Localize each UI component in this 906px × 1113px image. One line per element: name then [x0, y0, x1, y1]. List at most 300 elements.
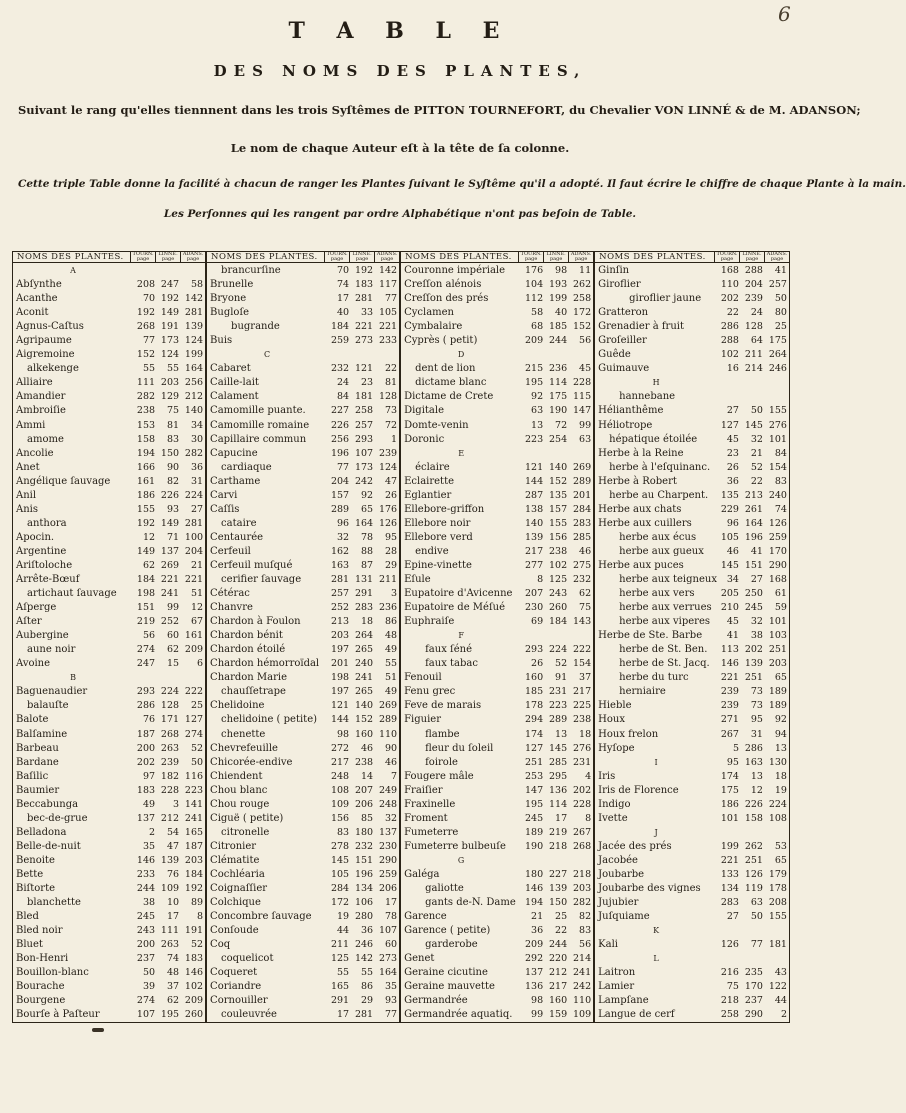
table-row [595, 797, 789, 811]
adans-page: 281 [184, 307, 204, 319]
plant-name: Creſſon des prés [404, 293, 489, 305]
plant-name: artichaut ſauvage [27, 588, 117, 600]
table-row [401, 516, 593, 530]
tourn-page: 258 [720, 1009, 739, 1021]
tourn-page: 147 [525, 784, 544, 796]
linne-page: 140 [549, 461, 568, 473]
table-row [13, 404, 205, 418]
plant-name: Cyclamen [404, 307, 454, 319]
tourn-page: 50 [142, 967, 156, 979]
tourn-page: 252 [330, 602, 350, 614]
plant-name: Caſſis [210, 503, 240, 515]
adans-page: 187 [184, 840, 204, 852]
linne-page: 90 [166, 461, 180, 473]
adans-page: 46 [579, 545, 592, 557]
adans-page: 56 [579, 335, 592, 347]
tourn-page: 110 [720, 279, 739, 291]
plant-name: Fougere mâle [404, 770, 474, 782]
linne-page: 265 [354, 644, 374, 656]
plant-name: Bette [16, 869, 44, 880]
table-row [401, 404, 593, 418]
linne-page: 55 [166, 363, 180, 375]
plant-name: Cochléaria [210, 869, 265, 880]
linne-page: 193 [549, 279, 568, 291]
tourn-page: 256 [330, 433, 350, 445]
table-row [595, 306, 789, 320]
tourn-page: 287 [525, 489, 544, 501]
linne-page: 190 [549, 405, 568, 417]
table-row [401, 292, 593, 306]
tourn-page: 259 [330, 335, 350, 347]
plant-name: Froment [404, 812, 448, 824]
adans-page: 50 [190, 756, 204, 768]
linne-page: 82 [166, 475, 180, 487]
linne-page: 136 [549, 784, 568, 796]
tourn-page: 139 [525, 531, 544, 543]
table-row [401, 994, 593, 1008]
linne-page: 14 [361, 770, 374, 782]
adans-page: 62 [579, 588, 592, 600]
adans-page: 110 [573, 995, 592, 1007]
adans-page: 203 [184, 854, 204, 866]
linne-page: 29 [361, 995, 374, 1007]
tourn-page: 178 [525, 700, 544, 712]
adans-page: 203 [573, 883, 592, 895]
adans-page: 8 [585, 812, 592, 824]
linne-page: 128 [160, 700, 180, 712]
linne-page: 107 [354, 447, 374, 459]
linne-page: 280 [354, 911, 374, 923]
table-column [593, 252, 789, 1022]
table-row [13, 376, 205, 390]
plant-name: Angélique ſauvage [16, 475, 111, 487]
plant-name: Aubergine [16, 630, 69, 642]
tourn-page: 223 [525, 433, 544, 445]
linne-page: 17 [166, 911, 180, 923]
tourn-page: 32 [337, 531, 350, 543]
tourn-page: 209 [525, 335, 544, 347]
adans-page: 208 [768, 897, 787, 909]
linne-page: 195 [160, 1009, 180, 1021]
tourn-page: 292 [525, 953, 544, 965]
tourn-page: 253 [525, 770, 544, 782]
linne-page: 240 [354, 658, 374, 670]
plant-name: gants de-N. Dame [425, 897, 516, 909]
adans-page: 108 [768, 812, 787, 824]
tourn-page: 283 [720, 897, 739, 909]
tourn-page: 84 [337, 391, 350, 403]
table-row [207, 474, 399, 488]
header-name: NOMS DES PLANTES. [405, 252, 512, 263]
table-subtitle: DES NOMS DES PLANTES, [213, 62, 587, 80]
table-row [207, 446, 399, 460]
tourn-page: 185 [525, 686, 544, 698]
plant-name: Belle-de-nuit [16, 840, 81, 852]
linne-page: 129 [160, 391, 180, 403]
linne-page: 155 [549, 517, 568, 529]
plant-name: Beccabunga [16, 798, 79, 810]
table-row [401, 601, 593, 615]
table-row [13, 320, 205, 334]
plant-name: chenette [221, 728, 266, 740]
adans-page: 47 [385, 475, 398, 487]
plant-name: Bluet [16, 939, 43, 951]
adans-page: 267 [573, 826, 592, 838]
linne-page: 22 [555, 925, 568, 937]
table-row [207, 544, 399, 558]
linne-page: 131 [354, 574, 374, 586]
plant-name: Geraine mauvette [404, 981, 495, 993]
table-row [207, 952, 399, 966]
plant-name: fleur du ſoleil [425, 742, 494, 754]
table-row [401, 263, 593, 277]
linne-page: 36 [361, 925, 374, 937]
tourn-page: 55 [142, 363, 156, 375]
tourn-page: 198 [330, 672, 350, 684]
linne-page: 171 [160, 714, 180, 726]
adans-page: 202 [573, 784, 592, 796]
header-tourn: TOURN. page [130, 252, 155, 262]
table-row [207, 699, 399, 713]
linne-page: 261 [744, 503, 763, 515]
adans-page: 221 [184, 574, 204, 586]
adans-page: 75 [579, 602, 592, 614]
tourn-page: 77 [142, 335, 156, 347]
table-row [207, 853, 399, 867]
linne-page: 263 [160, 742, 180, 754]
linne-page: 140 [354, 700, 374, 712]
table-row [401, 502, 593, 516]
plant-name: herbe à l'eſquinanc. [609, 461, 711, 473]
tourn-page: 194 [525, 897, 544, 909]
adans-page: 269 [573, 461, 592, 473]
linne-page: 95 [750, 714, 763, 726]
table-row [13, 573, 205, 587]
tourn-page: 157 [330, 489, 350, 501]
table-row [595, 853, 789, 867]
adans-page: 60 [385, 939, 398, 951]
plant-name: coquelicot [221, 953, 274, 965]
plant-name: amome [27, 433, 64, 445]
tourn-page: 107 [136, 1009, 156, 1021]
table-row [207, 558, 399, 572]
table-row [595, 811, 789, 825]
adans-page: 184 [184, 869, 204, 880]
tourn-page: 104 [525, 279, 544, 291]
adans-page: 282 [184, 447, 204, 459]
plant-name: galiotte [425, 883, 464, 895]
adans-page: 218 [573, 869, 592, 880]
linne-page: 145 [744, 419, 763, 431]
plant-name: Fumeterre [404, 826, 459, 838]
plant-name: Coqueret [210, 967, 258, 979]
adans-page: 7 [391, 770, 398, 782]
linne-page: 237 [744, 995, 763, 1007]
table-row [595, 362, 789, 376]
tourn-page: 135 [720, 489, 739, 501]
adans-page: 233 [378, 335, 398, 347]
table-row [401, 615, 593, 629]
plant-name: Bon-Henri [16, 953, 69, 965]
plant-name: Hélianthême [598, 405, 664, 417]
table-row [401, 671, 593, 685]
plant-name: Iris de Florence [598, 784, 679, 796]
tourn-page: 27 [726, 405, 739, 417]
table-row [207, 755, 399, 769]
table-row [207, 671, 399, 685]
table-row [595, 867, 789, 881]
plant-name: A [70, 265, 76, 275]
table-row [401, 418, 593, 432]
table-row [401, 966, 593, 980]
tourn-page: 8 [537, 574, 544, 586]
plant-name: herbe aux écus [619, 531, 697, 543]
tourn-page: 248 [330, 770, 350, 782]
tourn-page: 44 [337, 925, 350, 937]
section-letter [401, 853, 593, 867]
section-letter [13, 263, 205, 277]
plant-name: herbe aux vers [619, 588, 695, 600]
tourn-page: 109 [330, 798, 350, 810]
adans-page: 241 [573, 967, 592, 979]
linne-page: 86 [361, 981, 374, 993]
tourn-page: 267 [720, 728, 739, 740]
ink-blot [92, 1028, 104, 1032]
table-row [13, 657, 205, 671]
tourn-page: 163 [330, 559, 350, 571]
plant-name: Chiendent [210, 770, 263, 782]
page-number: 6 [778, 2, 791, 26]
table-row [13, 601, 205, 615]
linne-page: 184 [549, 616, 568, 628]
table-row [595, 263, 789, 277]
tourn-page: 111 [136, 377, 156, 389]
linne-page: 263 [160, 939, 180, 951]
table-row [401, 488, 593, 502]
plant-name: Chou blanc [210, 784, 268, 796]
tourn-page: 221 [720, 854, 739, 866]
adans-page: 52 [190, 939, 204, 951]
table-row [595, 938, 789, 952]
plant-name: Gratteron [598, 307, 649, 319]
tourn-page: 294 [525, 714, 544, 726]
tourn-page: 282 [136, 391, 156, 403]
plant-name: faux ſéné [425, 644, 472, 656]
tourn-page: 41 [726, 630, 739, 642]
linne-page: 218 [549, 840, 568, 852]
tourn-page: 77 [337, 461, 350, 473]
adans-page: 28 [385, 545, 398, 557]
plant-name: Dictame de Crete [404, 391, 494, 403]
linne-page: 293 [354, 433, 374, 445]
table-row [207, 390, 399, 404]
tourn-page: 63 [531, 405, 544, 417]
linne-page: 220 [549, 953, 568, 965]
tourn-page: 16 [726, 363, 739, 375]
linne-page: 50 [750, 911, 763, 923]
plant-name: alkekenge [27, 363, 79, 375]
adans-page: 56 [579, 939, 592, 951]
plant-name: faux tabac [425, 658, 478, 670]
table-row [595, 896, 789, 910]
plant-name: Fraxinelle [404, 798, 456, 810]
table-row [207, 432, 399, 446]
tourn-page: 140 [525, 517, 544, 529]
table-row [595, 882, 789, 896]
linne-page: 238 [549, 545, 568, 557]
plant-name: Fraiſier [404, 784, 443, 796]
plant-name: Agnus-Caſtus [16, 321, 84, 333]
tourn-page: 137 [136, 812, 156, 824]
table-row [13, 741, 205, 755]
adans-page: 179 [768, 869, 787, 880]
plant-name: Doronic [404, 433, 445, 445]
plant-name: Alliaire [16, 377, 53, 389]
tourn-page: 288 [720, 335, 739, 347]
linne-page: 74 [166, 953, 180, 965]
tourn-page: 286 [136, 700, 156, 712]
plant-name: herbe de St. Jacq. [619, 658, 710, 670]
tourn-page: 197 [330, 686, 350, 698]
tourn-page: 186 [136, 489, 156, 501]
tourn-page: 76 [142, 714, 156, 726]
linne-page: 145 [549, 742, 568, 754]
linne-page: 185 [549, 321, 568, 333]
table-row [595, 418, 789, 432]
linne-page: 139 [549, 883, 568, 895]
adans-page: 6 [197, 658, 204, 670]
linne-page: 283 [354, 602, 374, 614]
table-row [595, 558, 789, 572]
table-row [13, 1008, 205, 1022]
tourn-page: 217 [525, 545, 544, 557]
table-row [401, 306, 593, 320]
tourn-page: 190 [525, 840, 544, 852]
plant-name: chelidoine ( petite) [221, 714, 318, 726]
adans-page: 221 [378, 321, 398, 333]
plant-name: Bled noir [16, 925, 63, 937]
plant-name: herbe aux viperes [619, 616, 710, 628]
adans-page: 231 [573, 756, 592, 768]
tourn-page: 26 [726, 461, 739, 473]
table-row [595, 615, 789, 629]
table-row [207, 727, 399, 741]
linne-page: 175 [549, 391, 568, 403]
linne-page: 286 [744, 742, 763, 754]
tourn-page: 56 [142, 630, 156, 642]
adans-page: 249 [378, 784, 398, 796]
linne-page: 21 [750, 447, 763, 459]
plant-name: herbe au Charpent. [609, 489, 709, 501]
adans-page: 49 [385, 686, 398, 698]
header-linne: LINNÉ. page [543, 252, 568, 262]
plant-name: Balſamine [16, 728, 68, 740]
linne-page: 142 [354, 953, 374, 965]
tourn-page: 243 [136, 925, 156, 937]
linne-page: 281 [354, 293, 374, 305]
adans-page: 101 [768, 433, 787, 445]
adans-page: 3 [391, 588, 398, 600]
plant-name: Chardon Marie [210, 672, 288, 684]
table-row [13, 587, 205, 601]
linne-page: 181 [354, 391, 374, 403]
adans-page: 115 [573, 391, 592, 403]
adans-page: 58 [190, 279, 204, 291]
plant-name: Galéga [404, 869, 440, 880]
table-row [595, 530, 789, 544]
linne-page: 269 [160, 559, 180, 571]
adans-page: 139 [184, 321, 204, 333]
column-header [595, 252, 789, 263]
table-row [13, 952, 205, 966]
adans-page: 164 [184, 363, 204, 375]
tourn-page: 162 [330, 545, 350, 557]
adans-page: 142 [378, 264, 398, 276]
adans-page: 124 [184, 335, 204, 347]
tourn-page: 274 [136, 644, 156, 656]
tourn-page: 22 [726, 307, 739, 319]
adans-page: 78 [385, 911, 398, 923]
adans-page: 52 [190, 742, 204, 754]
adans-page: 8 [197, 911, 204, 923]
linne-page: 91 [555, 672, 568, 684]
adans-page: 214 [573, 953, 592, 965]
plant-name: herbe de St. Ben. [619, 644, 708, 656]
plant-name: Argentine [16, 545, 67, 557]
plant-name: I [654, 757, 658, 767]
linne-page: 65 [361, 503, 374, 515]
table-row [13, 896, 205, 910]
adans-page: 110 [378, 728, 398, 740]
linne-page: 92 [361, 489, 374, 501]
linne-page: 125 [549, 574, 568, 586]
adans-page: 1 [391, 433, 398, 445]
adans-page: 274 [184, 728, 204, 740]
tourn-page: 5 [732, 742, 739, 754]
linne-page: 202 [744, 644, 763, 656]
plant-name: Iris [598, 770, 616, 782]
plant-name: Clématite [210, 854, 260, 866]
plant-name: Eglantier [404, 489, 452, 501]
plant-name: Feve de marais [404, 700, 482, 712]
adans-page: 201 [573, 489, 592, 501]
table-row [207, 783, 399, 797]
adans-page: 44 [774, 995, 787, 1007]
tourn-page: 105 [330, 869, 350, 880]
table-row [401, 685, 593, 699]
plant-name: Eupatoire de Méſué [404, 602, 506, 614]
adans-page: 101 [768, 616, 787, 628]
table-row [595, 1008, 789, 1022]
plant-name: Cyprès ( petit) [404, 335, 478, 347]
table-row [595, 699, 789, 713]
tourn-page: 55 [337, 967, 350, 979]
table-row [207, 362, 399, 376]
header-adans: ADANS. page [180, 252, 205, 262]
linne-page: 164 [744, 517, 763, 529]
linne-page: 75 [166, 405, 180, 417]
adans-page: 126 [768, 517, 787, 529]
linne-page: 288 [744, 264, 763, 276]
tourn-page: 2 [149, 826, 156, 838]
tourn-page: 215 [525, 363, 544, 375]
table-row [207, 376, 399, 390]
plant-name: Bourſe à Paſteur [16, 1009, 100, 1021]
header-name: NOMS DES PLANTES. [211, 252, 318, 263]
table-row [207, 924, 399, 938]
adans-page: 273 [378, 953, 398, 965]
linne-page: 213 [744, 489, 763, 501]
